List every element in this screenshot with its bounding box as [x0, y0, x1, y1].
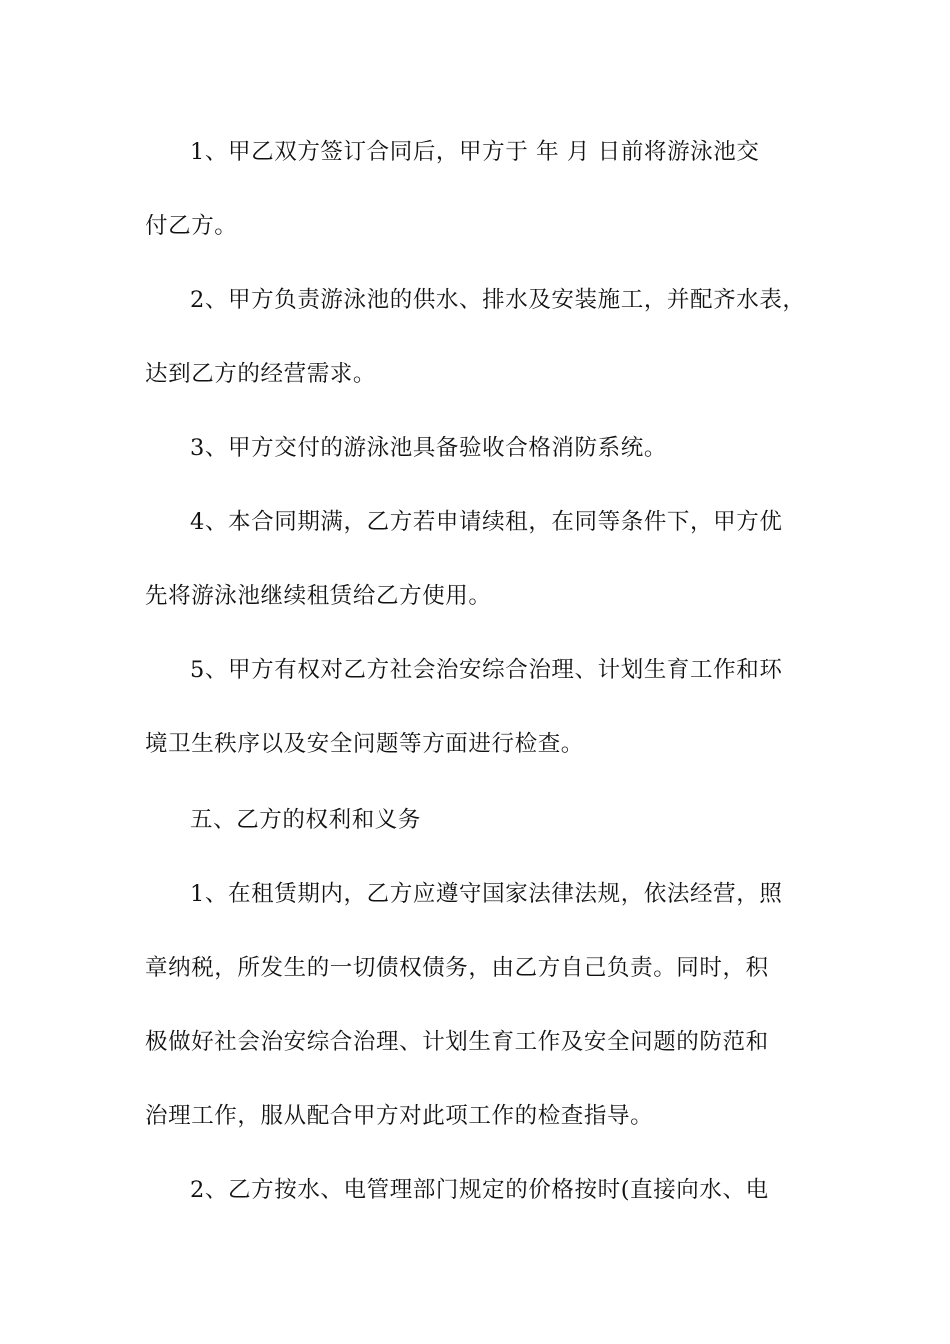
clause-4-3-line-1: 3、甲方交付的游泳池具备验收合格消防系统。 [190, 435, 667, 461]
clause-5-1-line-1: 1、在租赁期内，乙方应遵守国家法律法规，依法经营，照 [190, 881, 783, 907]
clause-5-1-line-2: 章纳税，所发生的一切债权债务，由乙方自己负责。同时，积 [145, 955, 769, 981]
clause-4-5-line-1: 5、甲方有权对乙方社会治安综合治理、计划生育工作和环 [190, 657, 783, 683]
clause-5-1-line-4: 治理工作，服从配合甲方对此项工作的检查指导。 [145, 1103, 654, 1129]
section-heading: 五、乙方的权利和义务 [190, 807, 422, 833]
clause-4-1-line-1: 1、甲乙双方签订合同后，甲方于 年 月 日前将游泳池交 [190, 139, 760, 165]
clause-4-4-line-1: 4、本合同期满，乙方若申请续租，在同等条件下，甲方优 [190, 509, 783, 535]
clause-5-1-line-3: 极做好社会治安综合治理、计划生育工作及安全问题的防范和 [145, 1029, 769, 1055]
clause-4-1-line-2: 付乙方。 [145, 213, 238, 239]
clause-4-5-line-2: 境卫生秩序以及安全问题等方面进行检查。 [145, 731, 584, 757]
clause-5-2-line-1: 2、乙方按水、电管理部门规定的价格按时(直接向水、电 [190, 1177, 769, 1203]
clause-4-2-line-2: 达到乙方的经营需求。 [145, 361, 377, 387]
clause-4-2-line-1: 2、甲方负责游泳池的供水、排水及安装施工，并配齐水表， [190, 287, 806, 313]
clause-4-4-line-2: 先将游泳池继续租赁给乙方使用。 [145, 583, 492, 609]
